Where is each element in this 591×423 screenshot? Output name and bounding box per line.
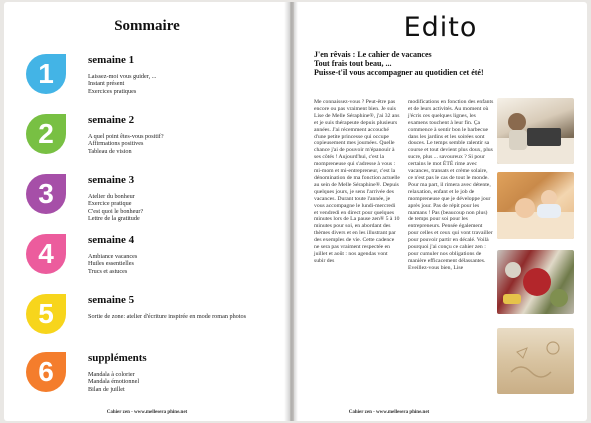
week-1-line: Instant présent xyxy=(88,80,125,88)
food-photo-graphic xyxy=(497,250,574,314)
week-3-entry xyxy=(26,174,286,234)
week-2-entry xyxy=(26,114,286,174)
left-page-sommaire xyxy=(4,2,290,421)
week-title-1: semaine 1 xyxy=(88,54,135,66)
week-4-line: Trucs et astuces xyxy=(88,267,128,275)
week-6-line: Bilan de juillet xyxy=(88,385,125,393)
intro-line: Puisse-t'il vous accompagner au quotidien cet été! xyxy=(314,68,484,77)
week-1-line: Exercices pratiques xyxy=(88,87,137,95)
supplements-entry xyxy=(26,352,286,412)
week-3-line: Exercice pratique xyxy=(88,200,132,208)
week-1-entry xyxy=(26,54,286,114)
week-4-entry xyxy=(26,234,286,294)
photo-working-desk xyxy=(497,98,574,164)
week-3-line: Atelier du bonheur xyxy=(88,193,135,200)
week-number-1: 1 xyxy=(38,58,54,89)
week-1-line: Laissez-moi vous guider, ... xyxy=(88,73,157,80)
photo-mother-child xyxy=(497,172,574,239)
edito-column-2: modifications en fonction des enfants et de leurs activités. Au moment où j'écris ces quelques lignes, les examens touchent à leur fin. Ça commence à sentir bon le barbecue dans les jardins et les soirées sont douces. Le temps semble ralentir sa course et tout devient plus doux, plus sucre, plus ... savoureux ? Si pour certains le mot ÉTÉ rime avec vacances, transats et crème solaire, ce n'est pas le cas de tout le monde. Pour ma part, il rimera avec détente, relaxation, enfant et le job de mompreneuse que je développe jour après jour. Pas de répit pour les mamans ! Pas (beaucoup non plus) de temps pour soi pour les entrepreneurs. Pensée également pour celles et ceux qui vont travailler pour pouvoir partir en décalé. Voilà pourquoi j'ai conçu ce cahier zen : pour cumuler nos obligations de manière efficacement délassantes. Eveillez-vous bien, Lise xyxy=(408,99,494,271)
week-title-5: semaine 5 xyxy=(88,294,135,306)
week-4-line: Ambiance vacances xyxy=(88,253,138,260)
left-footer: Cahier zen - www.mellesera phine.net xyxy=(106,410,188,415)
week-4-line: Huiles essentielles xyxy=(88,260,134,268)
edito-intro xyxy=(314,50,582,77)
week-number-4: 4 xyxy=(38,238,54,269)
week-lines-5 xyxy=(88,313,288,320)
week-lines-3 xyxy=(88,193,288,223)
week-title-2: semaine 2 xyxy=(88,114,135,126)
week-title-4: semaine 4 xyxy=(88,234,135,246)
family-photo-graphic xyxy=(497,172,574,239)
week-6-line: Mandala émotionnel xyxy=(88,378,140,386)
week-2-line: A quel point êtes-vous positif? xyxy=(88,133,164,140)
week-lines-2 xyxy=(88,133,288,155)
sand-photo-graphic xyxy=(497,328,574,394)
intro-line: J'en rêvais : Le cahier de vacances xyxy=(314,50,432,59)
sommaire-title: Sommaire xyxy=(114,18,180,34)
edito-column-1: Me connaissez-vous ? Peut-être pas encore ou pas vraiment bien. Je suis Lise de Melle Séraphine®, j'ai 32 ans et je suis thérapeute depuis plusieurs années. J'ai récemment accouché d'une petite princesse qui occupe copieusement mes journées. Quelle chance j'ai de pouvoir m'épanouir à ses côtés ! Aujourd'hui, c'est la mompreneuse qui s'adresse à vous : mi-mom et mi-entrepreneur, c'est la dénomination de ma fonction actuelle au sein de Melle Séraphine®. Depuis quelques jours, je sens l'arrivée des vacances. Durant toute l'année, je vous accompagne le lundi-mercredi et vendredi en direct pour quelques minutes lors de La pause zen® 5 à 10 minutes pour soi, en abordant des thèmes divers et en les illustrant par des exemples de vie. Cette cadence ne sera pas vraiment respectée en juillet et août : nos agendas vont subir des xyxy=(314,99,400,264)
week-2-line: Tableau de vision xyxy=(88,147,132,155)
right-page-edito xyxy=(294,2,587,421)
week-number-2: 2 xyxy=(38,118,54,149)
week-lines-4 xyxy=(88,253,288,275)
week-3-line: C'est quoi le bonheur? xyxy=(88,207,144,215)
photo-sand-drawing xyxy=(497,328,574,394)
week-lines-6 xyxy=(88,371,288,393)
week-title-3: semaine 3 xyxy=(88,174,135,186)
week-number-3: 3 xyxy=(38,178,54,209)
week-5-entry xyxy=(26,294,286,354)
week-number-6: 6 xyxy=(38,356,54,387)
week-3-line: Lettre de la gratitude xyxy=(88,215,140,223)
photo-healthy-food xyxy=(497,250,574,314)
edito-title: Edito xyxy=(403,12,478,43)
right-footer: Cahier zen - www.mellesera phine.net xyxy=(348,410,430,415)
book-gutter xyxy=(284,2,298,421)
desk-photo-graphic xyxy=(497,98,574,164)
week-6-line: Mandala à colorier xyxy=(88,371,135,378)
week-lines-1 xyxy=(88,73,288,95)
week-number-5: 5 xyxy=(38,298,54,329)
week-5-line: Sortie de zone: atelier d'écriture inspirée en mode roman photos xyxy=(88,313,246,320)
week-2-line: Affirmations positives xyxy=(88,140,144,148)
intro-line: Tout frais tout beau, ... xyxy=(314,59,392,68)
week-title-6: suppléments xyxy=(88,352,147,364)
